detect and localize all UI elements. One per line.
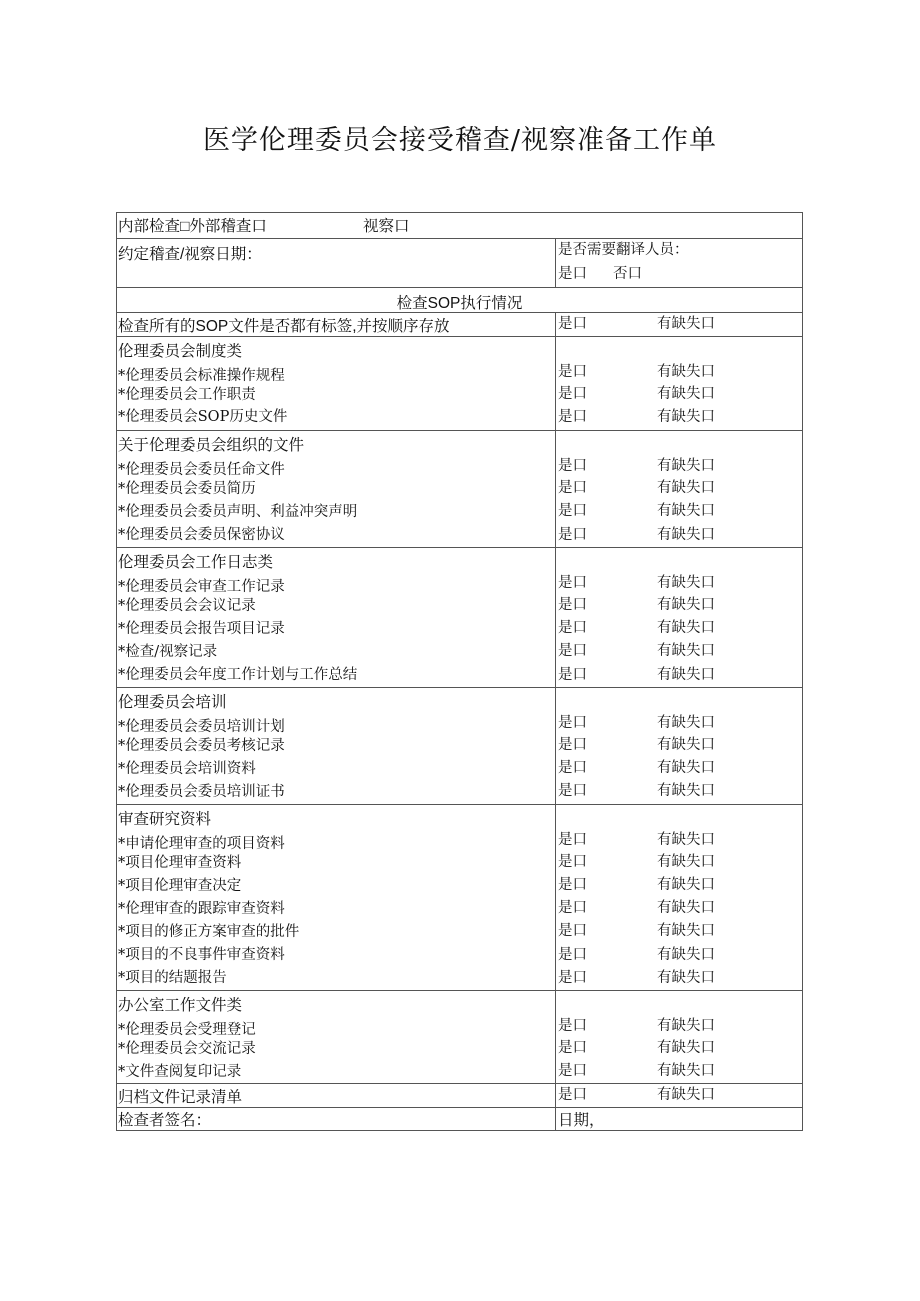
yes-option: 是口 — [558, 970, 587, 986]
yes-option: 是口 — [558, 877, 587, 893]
yes-option: 是口 — [558, 1063, 587, 1079]
missing-option: 有缺失口 — [657, 386, 715, 402]
missing-option: 有缺失口 — [657, 1087, 715, 1103]
yes-option: 是口 — [558, 923, 587, 939]
missing-option: 有缺失口 — [657, 620, 715, 636]
missing-option: 有缺失口 — [657, 597, 715, 613]
missing-option: 有缺失口 — [657, 970, 715, 986]
checklist-item: *伦理委员会工作职责 — [118, 387, 256, 403]
checklist-item: *伦理委员会审查工作记录 — [118, 579, 285, 595]
missing-option: 有缺失口 — [657, 575, 715, 591]
sop-label-check: 检查所有的SOP文件是否都有标签,并按顺序存放 — [118, 318, 450, 335]
yes-option: 是口 — [558, 1018, 587, 1034]
group-work-logs — [117, 547, 802, 687]
yes-option: 是口 — [558, 900, 587, 916]
checklist-item: *伦理委员会会议记录 — [118, 598, 256, 614]
yes-option: 是口 — [558, 316, 587, 332]
yes-option: 是口 — [558, 527, 587, 543]
checklist-item: *伦理委员会委员保密协议 — [118, 527, 285, 543]
missing-option: 有缺失口 — [657, 643, 715, 659]
missing-option: 有缺失口 — [657, 458, 715, 474]
checklist-item: *伦理委员会标准操作规程 — [118, 368, 285, 384]
missing-option: 有缺失口 — [657, 364, 715, 380]
inspection-type-row — [117, 213, 802, 238]
checklist-item: *检查/视察记录 — [118, 644, 218, 660]
yes-option: 是口 — [558, 643, 587, 659]
group-heading: 伦理委员会培训 — [118, 694, 227, 711]
checklist-item: *伦理委员会委员声明、利益冲突声明 — [118, 504, 358, 520]
translator-question: 是否需要翻译人员： — [558, 242, 689, 258]
checklist-item: *伦理审查的跟踪审查资料 — [118, 901, 285, 917]
archive-row — [117, 1083, 802, 1107]
yes-option: 是口 — [558, 1087, 587, 1103]
yes-option: 是口 — [558, 854, 587, 870]
missing-option: 有缺失口 — [657, 1063, 715, 1079]
yes-option: 是口 — [558, 458, 587, 474]
missing-option: 有缺失口 — [657, 854, 715, 870]
checklist-item: *伦理委员会年度工作计划与工作总结 — [118, 667, 358, 683]
yes-option: 是口 — [558, 480, 587, 496]
checklist-item: *伦理委员会受理登记 — [118, 1022, 256, 1038]
missing-option: 有缺失口 — [657, 832, 715, 848]
missing-option: 有缺失口 — [657, 667, 715, 683]
agreed-date-label: 约定稽查/视察日期： — [118, 246, 262, 263]
section-heading: 检查SOP执行情况 — [396, 295, 523, 312]
checklist-item: *项目的修正方案审查的批件 — [118, 924, 300, 940]
missing-option: 有缺失口 — [657, 923, 715, 939]
archive-list-label: 归档文件记录清单 — [118, 1089, 243, 1106]
document-title: 医学伦理委员会接受稽查/视察准备工作单 — [202, 125, 718, 156]
yes-option: 是口 — [558, 667, 587, 683]
checklist-item: *伦理委员会委员简历 — [118, 481, 256, 497]
yes-option: 是口 — [558, 409, 587, 425]
yes-option: 是口 — [558, 575, 587, 591]
missing-option: 有缺失口 — [657, 1040, 715, 1056]
checklist-item: *项目的结题报告 — [118, 970, 227, 986]
checklist-item: *伦理委员会SOP历史文件 — [118, 409, 288, 425]
group-system-docs — [117, 336, 802, 430]
translator-yes-option: 是口 — [558, 266, 587, 282]
missing-option: 有缺失口 — [657, 480, 715, 496]
yes-option: 是口 — [558, 386, 587, 402]
date-translator-row — [117, 238, 802, 287]
checklist-item: *项目伦理审查决定 — [118, 878, 242, 894]
checklist-item: *伦理委员会委员培训计划 — [118, 719, 285, 735]
yes-option: 是口 — [558, 620, 587, 636]
yes-option: 是口 — [558, 832, 587, 848]
group-heading: 审查研究资料 — [118, 811, 212, 828]
yes-option: 是口 — [558, 503, 587, 519]
group-heading: 伦理委员会制度类 — [118, 343, 243, 360]
sop-label-row — [117, 312, 802, 336]
missing-option: 有缺失口 — [657, 737, 715, 753]
inspection-form — [116, 212, 803, 1131]
on-site-inspection-option: 视察口 — [363, 218, 410, 235]
yes-option: 是口 — [558, 597, 587, 613]
missing-option: 有缺失口 — [657, 715, 715, 731]
checklist-item: *申请伦理审查的项目资料 — [118, 836, 285, 852]
yes-option: 是口 — [558, 783, 587, 799]
yes-option: 是口 — [558, 1040, 587, 1056]
group-heading: 伦理委员会工作日志类 — [118, 554, 274, 571]
group-training — [117, 687, 802, 804]
missing-option: 有缺失口 — [657, 760, 715, 776]
checklist-item: *伦理委员会委员考核记录 — [118, 738, 285, 754]
group-review-materials — [117, 804, 802, 990]
checklist-item: *文件查阅复印记录 — [118, 1064, 242, 1080]
missing-option: 有缺失口 — [657, 1018, 715, 1034]
signature-date-label: 日期， — [558, 1112, 605, 1129]
missing-option: 有缺失口 — [657, 900, 715, 916]
inspector-signature-label: 检查者签名： — [118, 1112, 212, 1129]
group-heading: 办公室工作文件类 — [118, 997, 243, 1014]
missing-option: 有缺失口 — [657, 316, 715, 332]
checklist-item: *伦理委员会交流记录 — [118, 1041, 256, 1057]
signature-row — [117, 1107, 802, 1130]
missing-option: 有缺失口 — [657, 947, 715, 963]
group-organization-docs — [117, 430, 802, 547]
checklist-item: *伦理委员会委员任命文件 — [118, 462, 285, 478]
yes-option: 是口 — [558, 715, 587, 731]
checklist-item: *伦理委员会委员培训证书 — [118, 784, 285, 800]
checklist-item: *项目伦理审查资料 — [118, 855, 242, 871]
missing-option: 有缺失口 — [657, 783, 715, 799]
missing-option: 有缺失口 — [657, 877, 715, 893]
checklist-item: *项目的不良事件审查资料 — [118, 947, 285, 963]
translator-no-option: 否口 — [613, 266, 642, 282]
checklist-item: *伦理委员会报告项目记录 — [118, 621, 285, 637]
yes-option: 是口 — [558, 364, 587, 380]
inspection-type-options: 内部检查□外部稽查口 — [118, 218, 267, 235]
missing-option: 有缺失口 — [657, 503, 715, 519]
yes-option: 是口 — [558, 947, 587, 963]
section-heading-row — [117, 287, 802, 312]
yes-option: 是口 — [558, 737, 587, 753]
checklist-item: *伦理委员会培训资料 — [118, 761, 256, 777]
group-heading: 关于伦理委员会组织的文件 — [118, 437, 305, 454]
group-office-docs — [117, 990, 802, 1083]
yes-option: 是口 — [558, 760, 587, 776]
missing-option: 有缺失口 — [657, 527, 715, 543]
missing-option: 有缺失口 — [657, 409, 715, 425]
